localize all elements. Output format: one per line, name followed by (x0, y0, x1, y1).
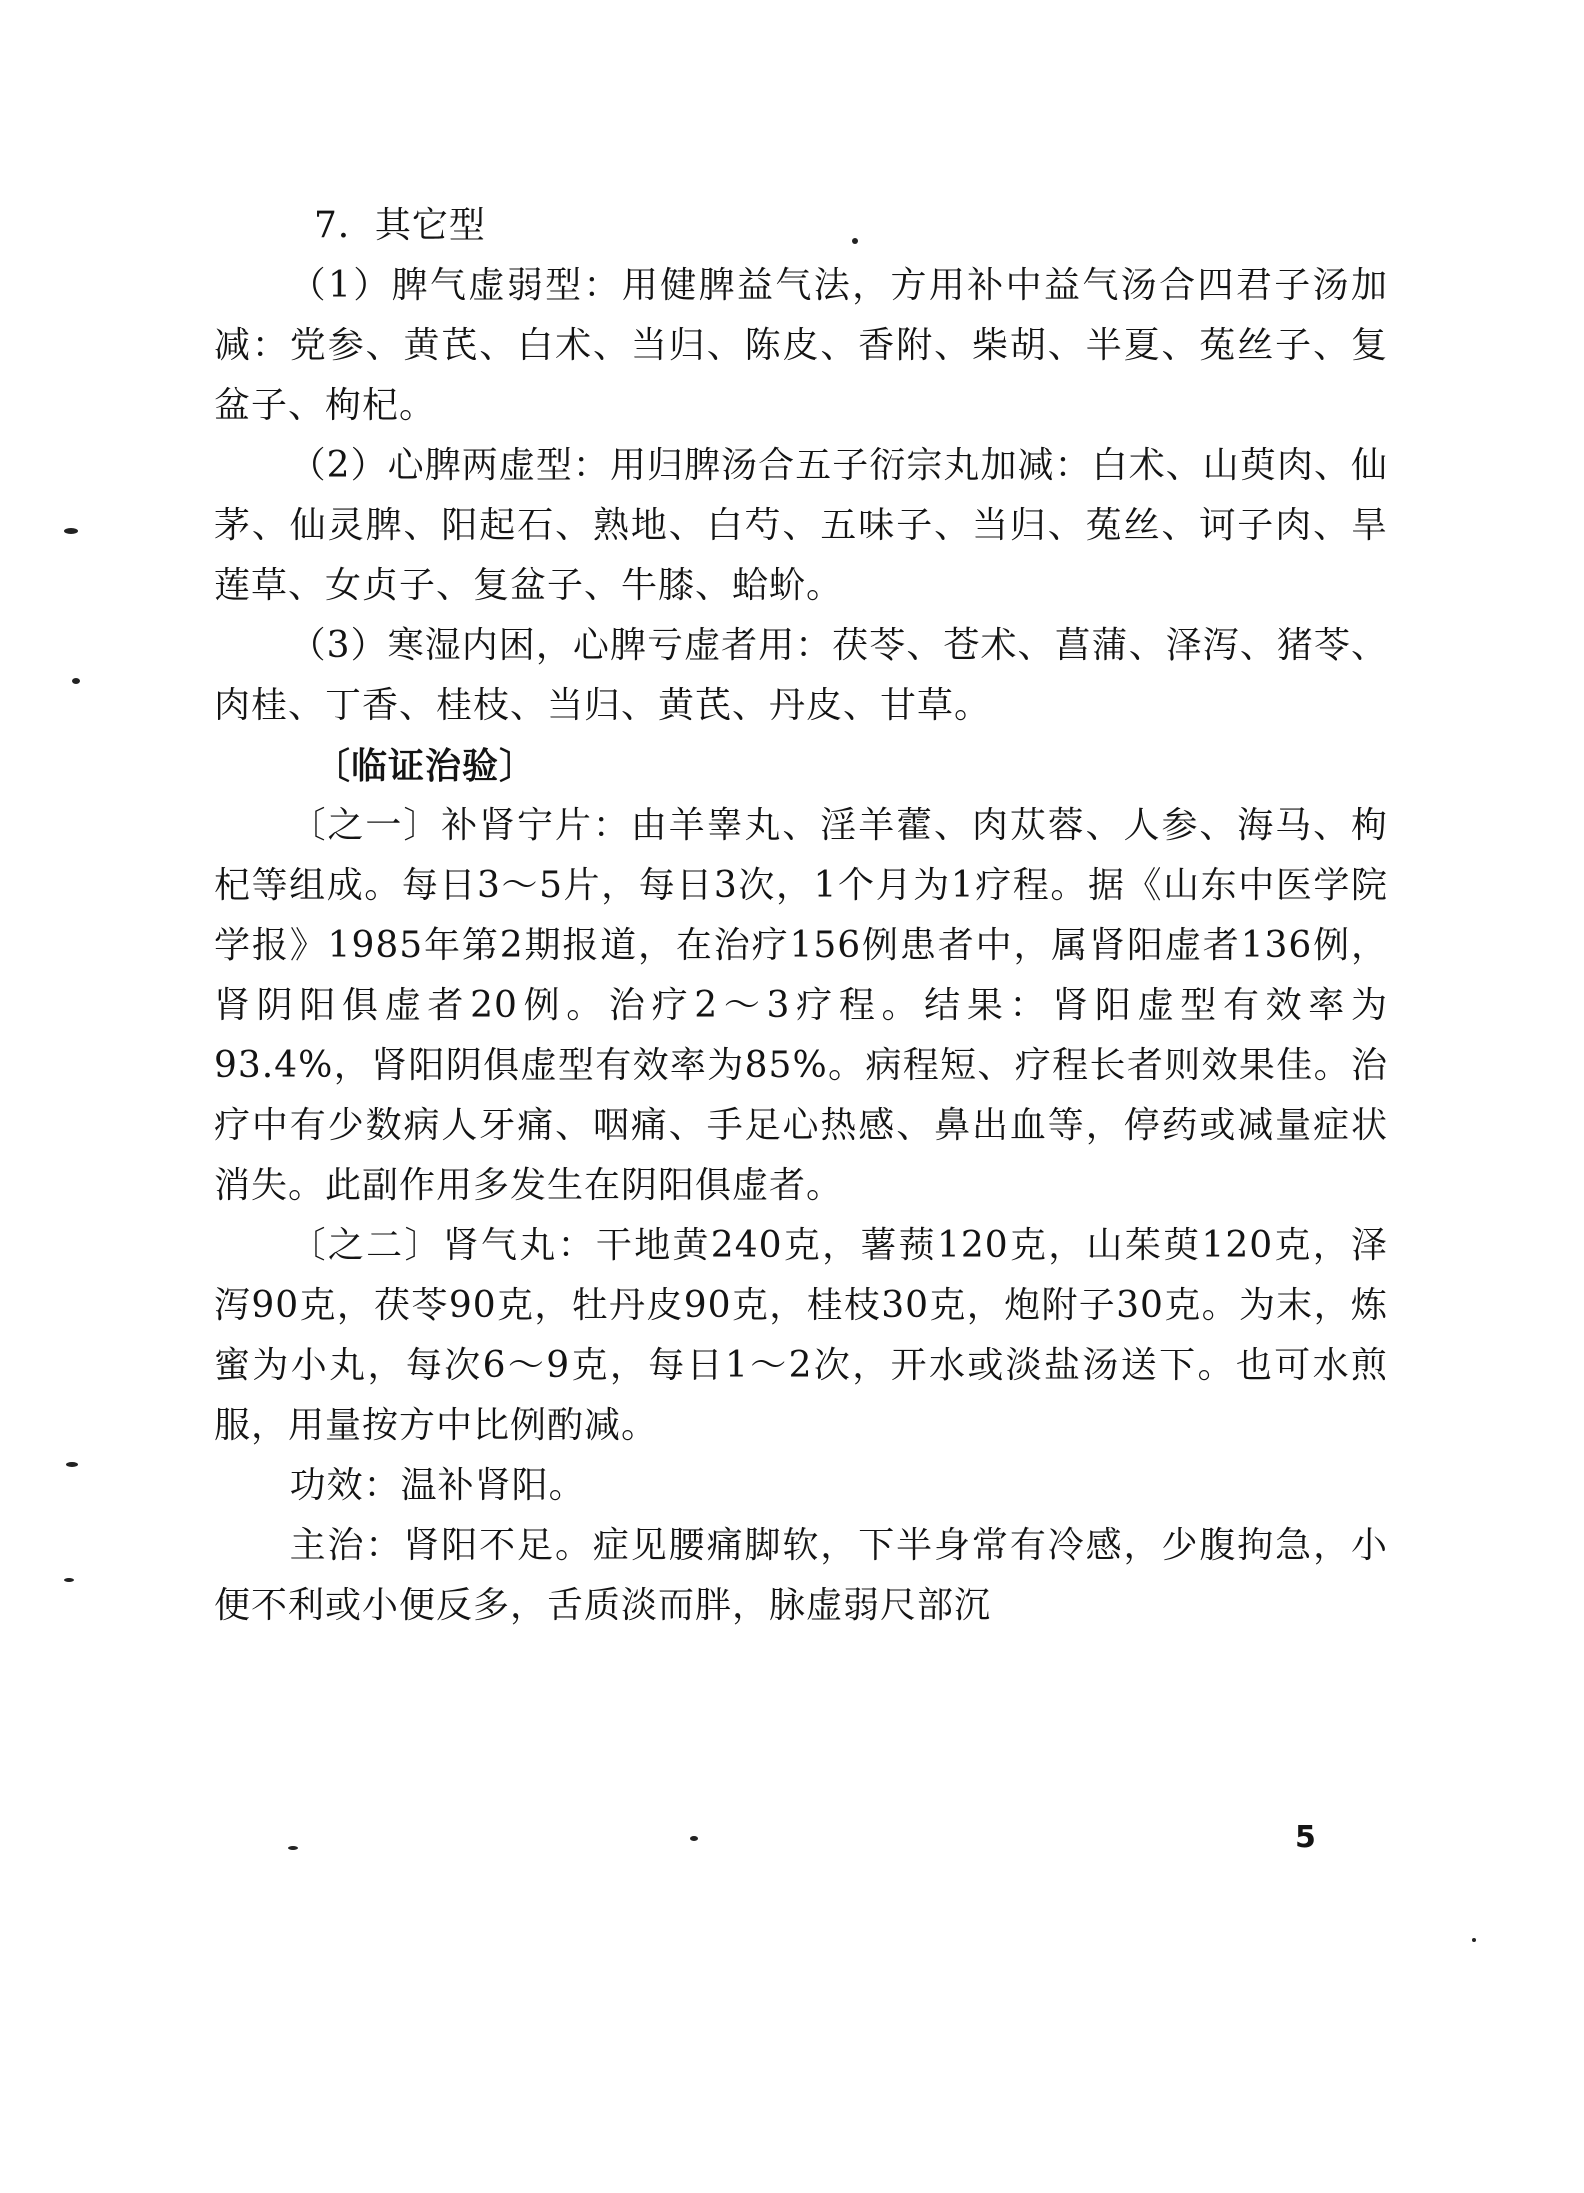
scan-speck (64, 1578, 74, 1582)
scan-speck (288, 1846, 298, 1850)
paragraph-heart-spleen: （2）心脾两虚型：用归脾汤合五子衍宗丸加减：白术、山萸肉、仙茅、仙灵脾、阳起石、熟地、白芍、五味子、当归、菟丝、诃子肉、旱莲草、女贞子、复盆子、牛膝、蛤蚧。 (214, 445, 1388, 606)
scan-speck (1472, 1938, 1476, 1942)
indication: 主治：肾阳不足。症见腰痛脚软，下半身常有冷感，少腹拘急，小便不利或小便反多，舌质淡而胖，脉虚弱尺部沉 (214, 1525, 1388, 1626)
case-one: 〔之一〕补肾宁片：由羊睾丸、淫羊藿、肉苁蓉、人参、海马、枸杞等组成。每日3～5片，每日3次，1个月为1疗程。据《山东中医学院学报》1985年第2期报道，在治疗156例患者中，属肾阳虚者136例，肾阴阳俱虚者20例。治疗2～3疗程。结果：肾阳虚型有效率为93.4%，肾阳阴俱虚型有效率为85%。病程短、疗程长者则效果佳。治疗中有少数病人牙痛、咽痛、手足心热感、鼻出血等，停药或减量症状消失。此副作用多发生在阴阳俱虚者。 (214, 805, 1388, 1206)
case-two: 〔之二〕肾气丸：干地黄240克，薯蓣120克，山茱萸120克，泽泻90克，茯苓90克，牡丹皮90克，桂枝30克，炮附子30克。为末，炼蜜为小丸，每次6～9克，每日1～2次，开水或淡盐汤送下。也可水煎服，用量按方中比例酌减。 (214, 1225, 1388, 1446)
page-number: 5 (1295, 1820, 1316, 1855)
scan-speck (64, 528, 78, 534)
scan-speck (66, 1462, 78, 1467)
page-text (214, 196, 1388, 1636)
section-title: 7．其它型 (314, 205, 486, 246)
paragraph-spleen-qi: （1）脾气虚弱型：用健脾益气法，方用补中益气汤合四君子汤加减：党参、黄芪、白术、当归、陈皮、香附、柴胡、半夏、菟丝子、复盆子、枸杞。 (214, 265, 1388, 426)
clinical-heading: 〔临证治验〕 (314, 745, 537, 787)
efficacy: 功效：温补肾阳。 (289, 1465, 586, 1506)
paragraph-cold-damp: （3）寒湿内困，心脾亏虚者用：茯苓、苍术、菖蒲、泽泻、猪苓、肉桂、丁香、桂枝、当归、黄芪、丹皮、甘草。 (214, 625, 1388, 726)
scan-speck (852, 238, 858, 244)
scan-speck (690, 1836, 698, 1841)
scan-speck (72, 678, 80, 684)
